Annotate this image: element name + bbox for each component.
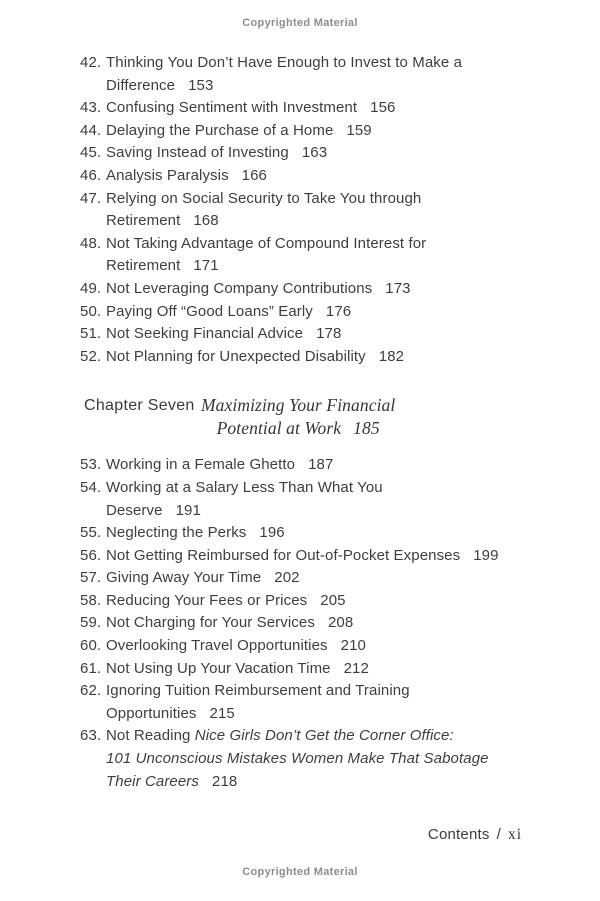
entry-line [80,346,568,369]
entry-line [80,545,568,568]
entry-title-text: Analysis Paralysis [106,166,229,184]
toc-entry [80,725,568,793]
entry-page-number: 205 [320,591,346,609]
toc-entry [80,120,568,143]
toc-entry [80,52,568,97]
entry-number: 59. [80,614,102,632]
entry-page-number: 153 [188,76,214,94]
running-footer-separator: / [496,826,501,843]
toc-entry [80,680,568,725]
entry-line [106,255,568,278]
entry-line [80,590,568,613]
entry-title-text: Retirement [106,212,181,230]
entry-title-text: Difference [106,76,176,94]
entry-title-text: Not Getting Reimbursed for Out-of-Pocket Expenses [106,546,461,564]
entry-page-number: 178 [316,325,342,343]
entry-line [80,477,568,500]
toc-entry [80,522,568,545]
entry-line [106,771,568,794]
toc-entry [80,278,568,301]
entry-title-text: Not Taking Advantage of Compound Interest for [106,234,427,252]
entry-page-number: 163 [301,144,328,162]
entry-page-number: 215 [209,704,235,722]
entry-number: 51. [80,325,102,343]
entry-title-text: Not Using Up Your Vacation Time [106,659,331,677]
entry-page-number: 168 [193,212,219,230]
toc-entry [80,142,568,165]
entry-number: 49. [80,279,102,297]
entry-page-number: 212 [343,659,369,677]
toc-entry [80,635,568,658]
entry-number: 61. [80,659,102,677]
entry-number: 60. [80,637,102,655]
entry-number: 48. [80,234,102,252]
entry-title-text: Thinking You Don’t Have Enough to Invest to Make a [106,54,463,71]
chapter-title-line-2-text: Potential at Work [216,418,342,439]
toc-entry [80,612,568,635]
entry-number: 44. [80,121,102,139]
entry-title-text: 101 Unconscious Mistakes Women Make That Sabotage [106,750,489,768]
running-footer-section: Contents [427,826,490,843]
entry-title-text: Opportunities [106,704,197,722]
entry-number: 56. [80,546,102,564]
entry-page-number: 208 [327,614,354,632]
entry-line [80,567,568,590]
toc-list-part2 [80,454,568,793]
entry-page-number: 210 [340,637,366,655]
entry-title-text: Not Planning for Unexpected Disability [106,347,366,365]
entry-number: 54. [80,478,102,496]
toc-entry [80,233,568,278]
entry-title-text: Giving Away Your Time [106,569,262,587]
entry-title-text: Working in a Female Ghetto [106,456,296,474]
entry-title-text: Saving Instead of Investing [106,144,289,162]
entry-line [106,703,568,726]
entry-title-text: Neglecting the Perks [106,524,247,542]
chapter-label: Chapter Seven [84,397,195,415]
entry-number: 50. [80,302,102,320]
entry-line [80,612,568,635]
entry-title-text: Working at a Salary Less Than What You [106,478,383,496]
table-of-contents [80,52,568,793]
entry-number: 42. [80,54,102,71]
entry-line [80,680,568,703]
entry-line [106,748,568,771]
entry-number: 46. [80,166,102,184]
toc-entry [80,590,568,613]
entry-line [80,278,568,301]
top-copyright-notice: Copyrighted Material [242,17,358,29]
chapter-title-line-2 [201,417,395,440]
entry-page-number: 173 [385,279,411,297]
entry-title-text: Nice Girls Don’t Get the Corner Office: [194,727,454,745]
entry-number: 62. [80,682,102,700]
entry-line [80,120,568,143]
entry-number: 53. [80,456,102,474]
entry-title-text: Paying Off “Good Loans” Early [106,302,313,320]
entry-title-text: Not Seeking Financial Advice [106,325,304,343]
entry-title-text: Retirement [106,257,181,275]
chapter-title [201,394,395,440]
entry-title-text: Reducing Your Fees or Prices [106,591,308,609]
entry-title-text: Confusing Sentiment with Investment [106,99,358,117]
entry-number: 55. [80,524,102,542]
entry-title-text: Not Charging for Your Services [106,614,315,632]
entry-line [80,658,568,681]
folio-page-number: xi [507,826,522,843]
entry-title-text: Their Careers [106,772,199,790]
entry-title-text: Delaying the Purchase of a Home [106,121,334,139]
entry-line [80,142,568,165]
entry-page-number: 182 [378,347,405,365]
entry-title-text: Not Leveraging Company Contributions [106,279,373,297]
entry-line [80,522,568,545]
entry-line [80,725,568,748]
toc-entry [80,188,568,233]
entry-page-number: 171 [193,257,219,275]
entry-number: 43. [80,99,102,117]
entry-title-text: Deserve [106,501,163,519]
entry-line [80,323,568,346]
entry-line [106,75,568,98]
entry-line [106,210,568,233]
entry-page-number: 218 [212,772,238,790]
toc-list-part1 [80,52,568,368]
toc-entry [80,97,568,120]
toc-entry [80,658,568,681]
entry-line [80,454,568,477]
entry-line [80,233,568,256]
toc-entry [80,301,568,324]
entry-page-number: 176 [325,302,352,320]
entry-number: 63. [80,727,102,745]
toc-entry [80,567,568,590]
entry-page-number: 196 [259,524,285,542]
entry-line [80,97,568,120]
entry-line [80,188,568,211]
bottom-copyright-notice: Copyrighted Material [242,866,358,878]
entry-number: 57. [80,569,102,587]
entry-line [80,165,568,188]
running-footer [428,826,522,844]
entry-title-text: Not Reading [106,727,195,745]
chapter-heading [80,394,568,440]
entry-title-text: Overlooking Travel Opportunities [106,637,328,655]
toc-entry [80,454,568,477]
entry-title-text: Ignoring Tuition Reimbursement and Training [106,682,410,700]
chapter-page-number: 185 [353,418,380,439]
toc-entry [80,323,568,346]
entry-page-number: 156 [370,99,396,117]
entry-line [80,301,568,324]
entry-number: 58. [80,591,102,609]
chapter-title-line-1: Maximizing Your Financial [201,395,396,416]
entry-line [80,635,568,658]
entry-page-number: 187 [308,456,334,474]
entry-number: 45. [80,144,102,162]
entry-number: 47. [80,189,102,207]
entry-page-number: 166 [241,166,267,184]
toc-entry [80,346,568,369]
entry-page-number: 159 [346,121,372,139]
toc-entry [80,477,568,522]
entry-page-number: 191 [175,501,201,519]
entry-title-text: Relying on Social Security to Take You through [106,189,422,207]
toc-entry [80,545,568,568]
entry-number: 52. [80,347,102,365]
entry-line [106,500,568,523]
entry-line [80,52,568,75]
toc-entry [80,165,568,188]
entry-page-number: 202 [274,569,300,587]
entry-page-number: 199 [473,546,499,564]
